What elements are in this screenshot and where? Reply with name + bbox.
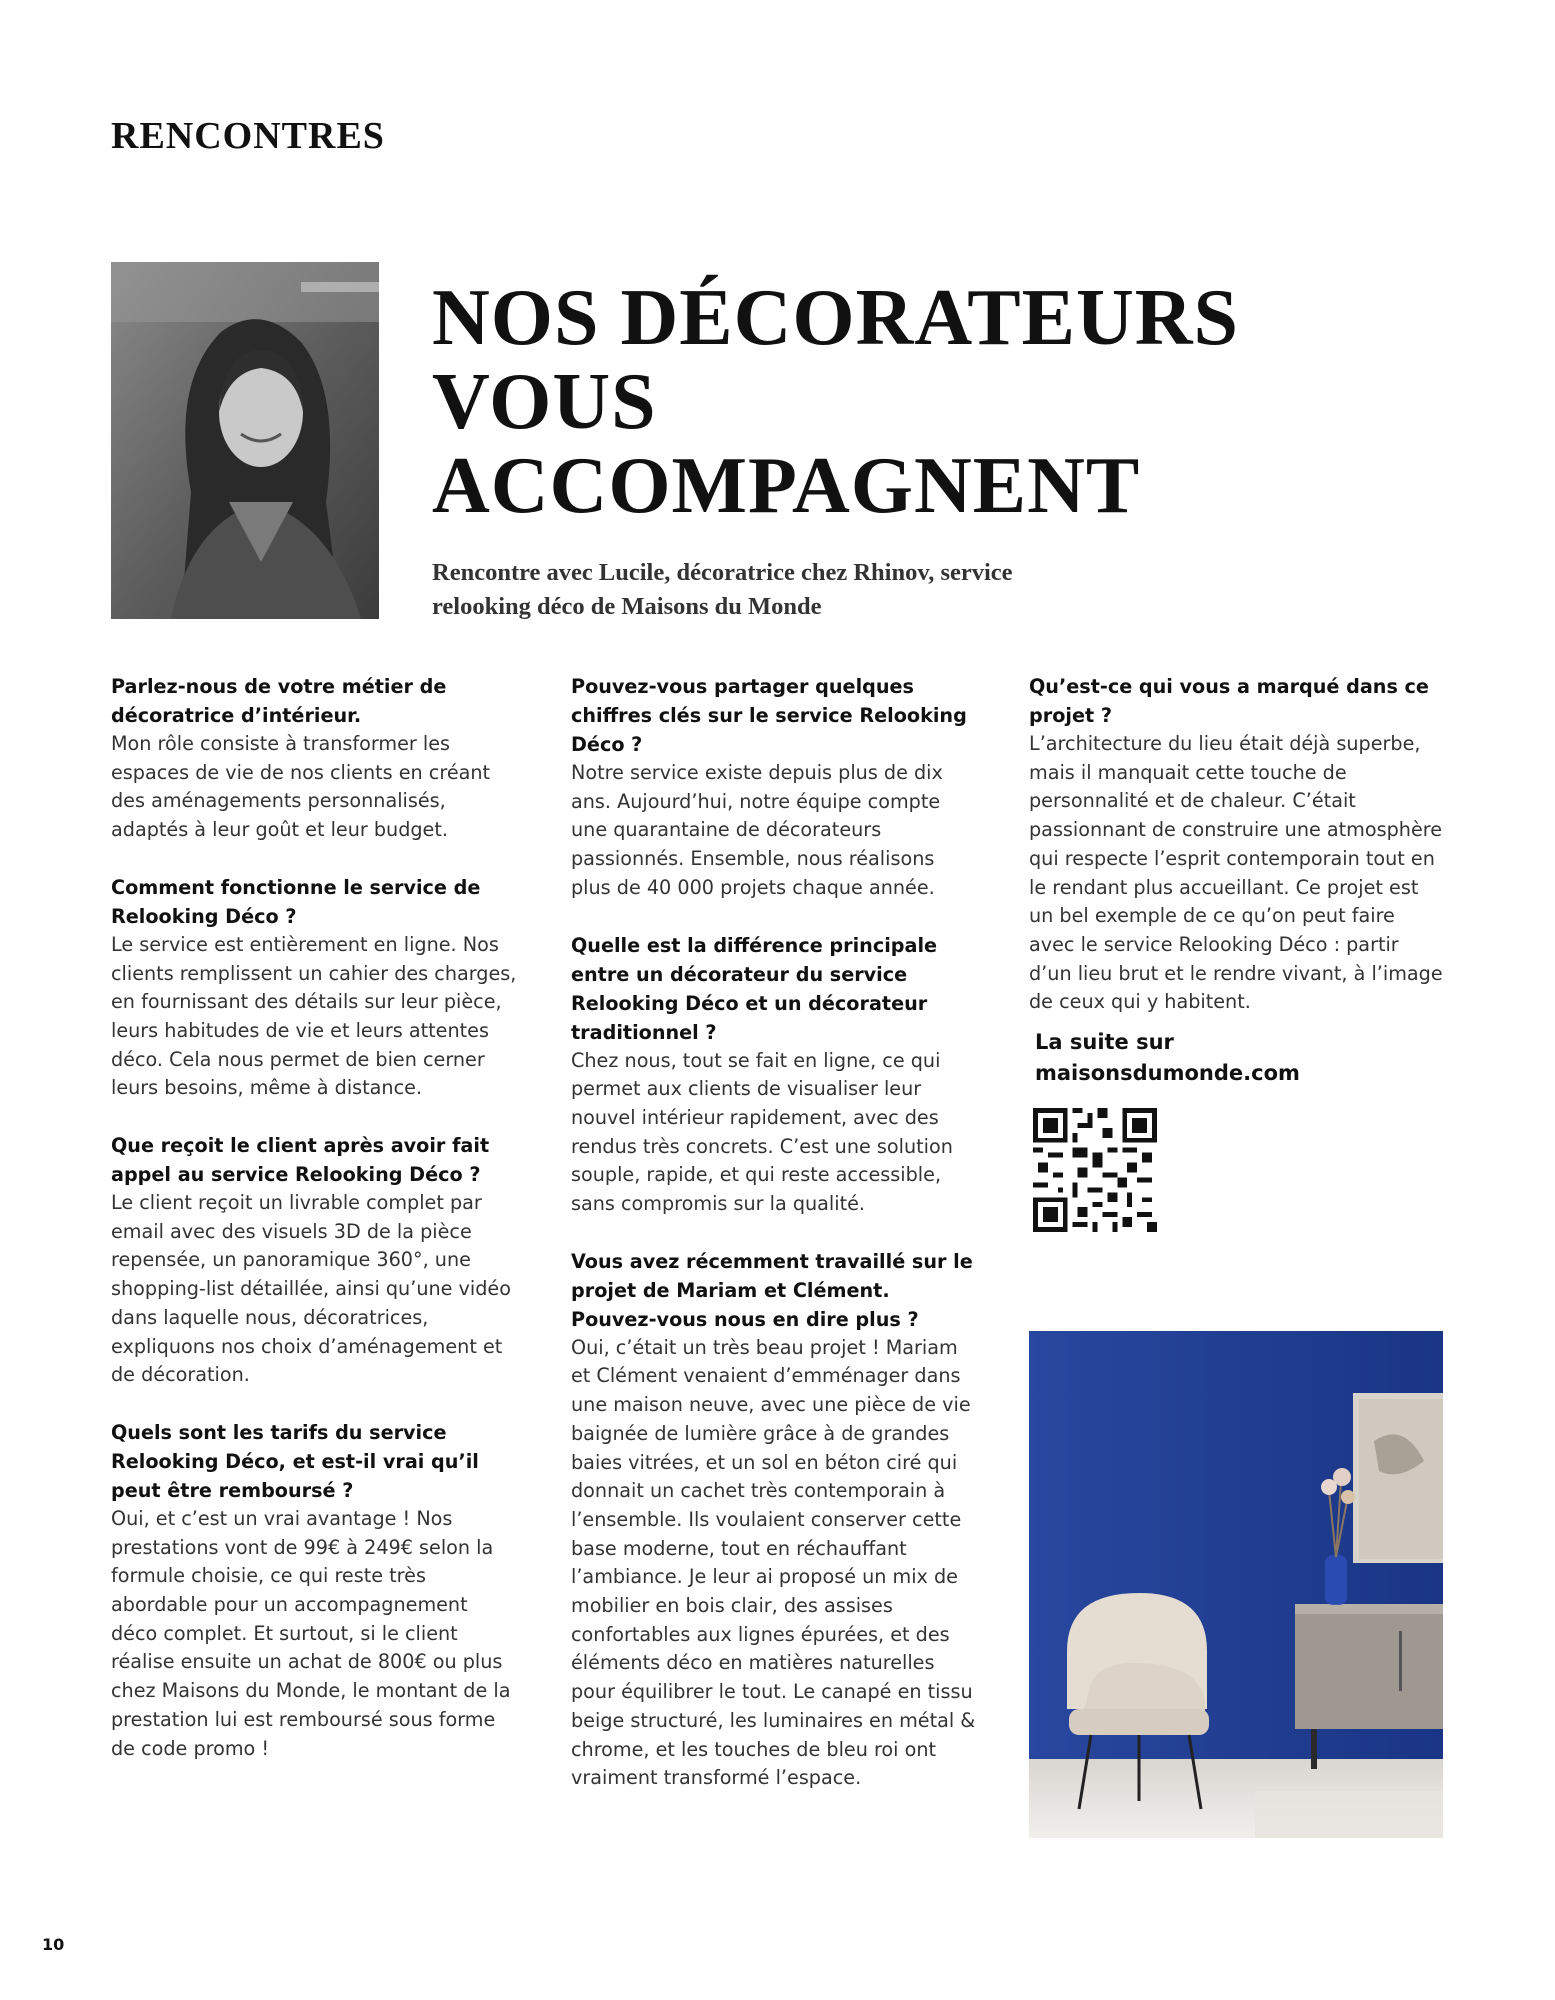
question: Que reçoit le client après avoir fait appel au service Relooking Déco ?	[111, 1134, 490, 1187]
qa-block	[1029, 672, 1443, 1017]
column-3	[1029, 672, 1443, 1089]
section-title: RENCONTRES	[111, 115, 385, 157]
question: Quelle est la différence principale entre un décorateur du service Relooking Déco et un décorateur traditionnel ?	[571, 933, 938, 1044]
question: Quels sont les tarifs du service Relooking Déco, et est-il vrai qu’il peut être remboursé ?	[111, 1420, 479, 1502]
living-room-photo	[1029, 1331, 1443, 1838]
question: Comment fonctionne le service de Relooking Déco ?	[111, 875, 481, 928]
page-number: 10	[42, 1935, 65, 1954]
answer: Chez nous, tout se fait en ligne, ce qui permet aux clients de visualiser leur nouvel intérieur rapidement, avec des rendus très concrets. C’est une solution souple, rapide, et qui reste accessible, sans compromis sur la qualité.	[571, 1048, 953, 1216]
decorator-portrait	[111, 262, 379, 619]
column-2	[571, 672, 979, 1821]
answer: L’architecture du lieu était déjà superbe, mais il manquait cette touche de personnalité et de chaleur. C’était passionnant de construire une atmosphère qui respecte l’esprit contemporain tout en le rendant plus accueillant. Ce projet est un bel exemple de ce qu’on peut faire avec le service Relooking Déco : partir d’un lieu brut et le rendre vivant, à l’image de ceux qui y habitent.	[1029, 732, 1443, 1014]
headline: NOS DÉCORATEURS VOUS ACCOMPAGNENT	[432, 274, 1239, 530]
answer: Oui, c’était un très beau projet ! Mariam et Clément venaient d’emménager dans une maison neuve, avec une pièce de vie baignée de lumière grâce à de grandes baies vitrées, et un sol en béton ciré qui donnait un cachet très contemporain à l’ensemble. Ils voulaient conserver cette base moderne, tout en réchauffant l’ambiance. Je leur ai proposé un mix de mobilier en bois clair, des assises confortables aux lignes épurées, et des éléments déco en matières naturelles pour équilibrer le tout. Le canapé en tissu beige structuré, les luminaires en métal & chrome, et les touches de bleu roi ont vraiment transformé l’espace.	[571, 1335, 976, 1790]
website-link[interactable]: La suite sur maisonsdumonde.com	[1035, 1030, 1300, 1086]
subtitle: Rencontre avec Lucile, décoratrice chez Rhinov, service relooking déco de Maisons du Monde	[432, 559, 1013, 620]
answer: Le service est entièrement en ligne. Nos clients remplissent un cahier des charges, en fournissant des détails sur leur pièce, leurs habitudes de vie et leurs attentes déco. Cela nous permet de bien cerner leurs besoins, même à distance.	[111, 932, 517, 1100]
question: Pouvez-vous partager quelques chiffres clés sur le service Relooking Déco ?	[571, 675, 967, 756]
question: Qu’est-ce qui vous a marqué dans ce projet ?	[1029, 675, 1429, 727]
answer: Notre service existe depuis plus de dix ans. Aujourd’hui, notre équipe compte une quarantaine de décorateurs passionnés. Ensemble, nous réalisons plus de 40 000 projets chaque année.	[571, 761, 943, 899]
question: Vous avez récemment travaillé sur le projet de Mariam et Clément. Pouvez-vous nous en dire plus ?	[571, 1249, 973, 1331]
qa-block	[571, 1247, 979, 1793]
qa-block	[571, 931, 979, 1219]
qa-block	[111, 873, 519, 1103]
answer: Le client reçoit un livrable complet par email avec des visuels 3D de la pièce repensée, un panoramique 360°, une shopping-list détaillée, ainsi qu’une vidéo dans laquelle nous, décoratrices, expliquons nos choix d’aménagement et de décoration.	[111, 1191, 511, 1387]
answer: Oui, et c’est un vrai avantage ! Nos prestations vont de 99€ à 249€ selon la formule choisie, ce qui reste très abordable pour un accompagnement déco complet. Et surtout, si le client réalise ensuite un achat de 800€ ou plus chez Maisons du Monde, le montant de la prestation lui est remboursé sous forme de code promo !	[111, 1506, 511, 1760]
column-1	[111, 672, 519, 1791]
qa-block	[111, 672, 519, 845]
qa-block	[111, 1131, 519, 1390]
qa-block	[571, 672, 979, 903]
question: Parlez-nous de votre métier de décoratrice d’intérieur.	[111, 675, 447, 727]
qr-code[interactable]	[1033, 1108, 1157, 1232]
answer: Mon rôle consiste à transformer les espaces de vie de nos clients en créant des aménagements personnalisés, adaptés à leur goût et leur budget.	[111, 732, 491, 842]
qa-block	[111, 1418, 519, 1763]
